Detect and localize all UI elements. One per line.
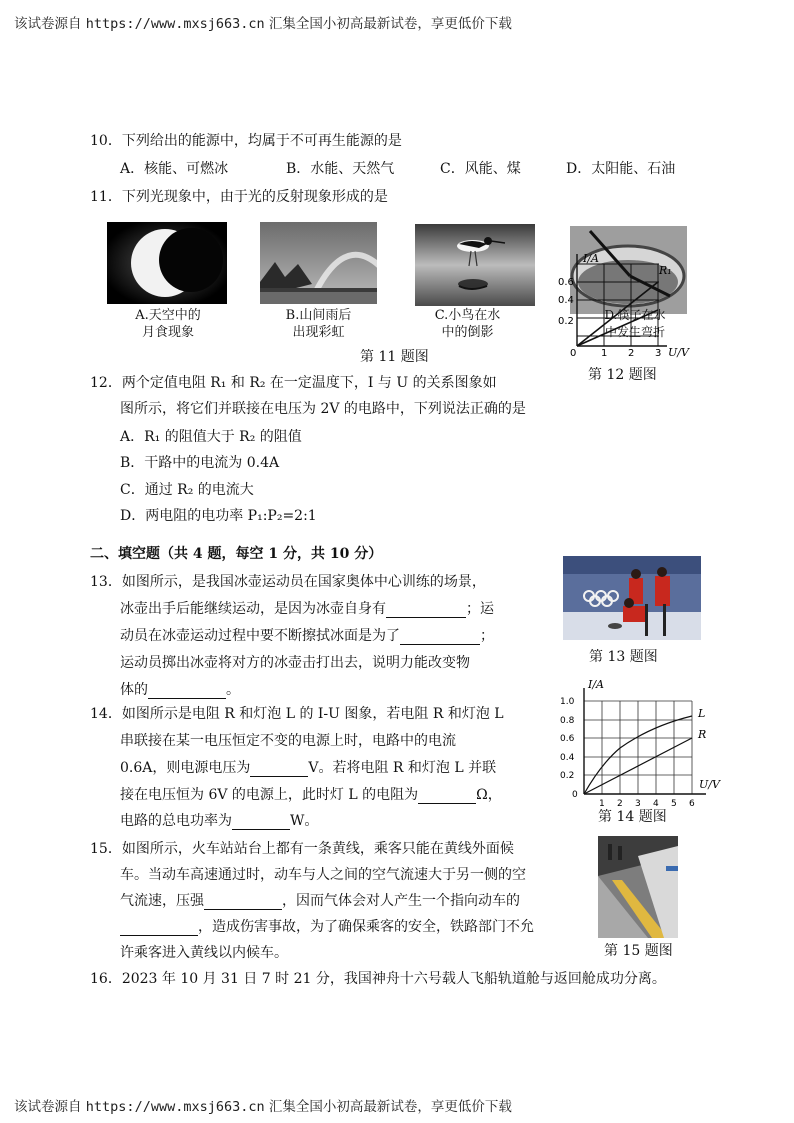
q14-ytick: 1.0 <box>560 697 575 707</box>
q13-blank-3[interactable] <box>148 684 226 699</box>
q15-line1: 15．如图所示，火车站站台上都有一条黄线，乘客只能在黄线外面候 <box>90 841 514 857</box>
section-title: 二、填空题（共 4 题，每空 1 分，共 10 分） <box>90 546 383 562</box>
bird-reflection-photo <box>415 224 535 306</box>
q16-line1: 16．2023 年 10 月 31 日 7 时 21 分，我国神舟十六号载人飞船轨道舱与返回舱成功分离。 <box>90 971 666 987</box>
q13-figure-label: 第 13 题图 <box>589 649 658 665</box>
q14-xtick: 2 <box>617 799 623 809</box>
eclipse-drawing <box>107 222 227 304</box>
q13-line2-tail: ；运 <box>466 601 494 617</box>
q12-y-label: I/A <box>583 252 599 265</box>
q14-blank-2[interactable] <box>418 789 476 804</box>
q14-ytick: 0 <box>572 790 578 800</box>
caption-a-line1: A.天空中的 <box>135 308 201 323</box>
header-prefix: 该试卷源自 <box>14 16 82 32</box>
q14-line5 <box>120 812 318 830</box>
q15-blank-1[interactable] <box>204 895 282 910</box>
header-url[interactable]: https://www.mxsj663.cn <box>85 16 265 32</box>
q14-xtick: 6 <box>689 799 695 809</box>
caption-b-line1: B.山间雨后 <box>285 308 352 323</box>
q10-option-a: A．核能、可燃冰 <box>120 161 229 177</box>
q12-curve-label: R₁ <box>659 264 672 277</box>
caption-d-line1: D.筷子在水 <box>604 308 666 322</box>
caption-c-line2: 中的倒影 <box>441 325 494 340</box>
q15-line3 <box>120 892 520 910</box>
platform-photo <box>598 836 678 938</box>
q12-ytick: 0 <box>570 348 577 359</box>
q12-stem-line1: 12．两个定值电阻 R₁ 和 R₂ 在一定温度下，I 与 U 的关系图象如 <box>90 375 497 391</box>
q14-blank-3[interactable] <box>232 815 290 830</box>
q10-stem: 10．下列给出的能源中，均属于不可再生能源的是 <box>90 133 402 149</box>
q14-graph <box>556 676 726 810</box>
q15-line4-text: ，造成伤害事故，为了确保乘客的安全，铁路部门不允 <box>198 919 534 935</box>
caption-a-line2: 月食现象 <box>141 325 194 340</box>
q14-label-l: L <box>698 707 706 720</box>
q15-figure-label: 第 15 题图 <box>604 943 673 959</box>
q13-line3 <box>120 627 494 645</box>
header-suffix: 汇集全国小初高最新试卷，享更低价下载 <box>268 16 512 32</box>
q10-option-b: B．水能、天然气 <box>286 161 395 177</box>
q14-blank-1[interactable] <box>250 762 308 777</box>
q14-y-label: I/A <box>588 678 604 691</box>
curling-photo <box>563 556 701 640</box>
q15-line5: 许乘客进入黄线以内候车。 <box>120 945 288 961</box>
page-header <box>14 12 512 32</box>
q14-x-label: U/V <box>699 778 720 791</box>
caption-c-line1: C.小鸟在水 <box>434 308 501 323</box>
q11-figure-label: 第 11 题图 <box>360 349 429 365</box>
q15-blank-2[interactable] <box>120 921 198 936</box>
q15-line3-text: 气流速，压强 <box>120 893 204 909</box>
q14-line5-text: 电路的总电功率为 <box>120 813 232 829</box>
q13-line5 <box>120 681 240 699</box>
q12-option-c: C．通过 R₂ 的电流大 <box>120 482 254 498</box>
q13-line3-tail: ； <box>480 628 494 644</box>
q11-caption-a <box>108 307 228 341</box>
q11-caption-b <box>260 307 377 341</box>
q15-line3-tail: ，因而气体会对人产生一个指向动车的 <box>282 893 520 909</box>
q12-ytick: 0.6 <box>558 277 574 288</box>
q12-xtick: 2 <box>628 348 635 359</box>
footer-prefix: 该试卷源自 <box>14 1099 82 1115</box>
caption-b-line2: 出现彩虹 <box>292 325 345 340</box>
q13-line2-text: 冰壶出手后能继续运动，是因为冰壶自身有 <box>120 601 386 617</box>
q12-figure-label: 第 12 题图 <box>588 367 657 383</box>
platform-drawing <box>598 836 678 938</box>
q14-line4-tail: Ω， <box>476 787 502 803</box>
q14-line5-tail: W。 <box>290 813 319 829</box>
q14-xtick: 1 <box>599 799 605 809</box>
footer-suffix: 汇集全国小初高最新试卷，享更低价下载 <box>268 1099 512 1115</box>
caption-d-line2: 中发生弯折 <box>604 325 665 339</box>
q12-ytick: 0.4 <box>558 295 574 306</box>
q14-label-r: R <box>698 728 707 741</box>
q12-xtick: 3 <box>655 348 662 359</box>
q14-figure-label: 第 14 题图 <box>598 809 667 825</box>
q11-caption-c <box>415 307 520 341</box>
q10-option-d: D．太阳能、石油 <box>566 161 676 177</box>
q13-line4: 运动员掷出冰壶将对方的冰壶击打出去，说明力能改变物 <box>120 655 470 671</box>
q14-ytick: 0.2 <box>560 771 575 781</box>
q13-line5-text: 体的 <box>120 682 148 698</box>
q12-option-a: A．R₁ 的阻值大于 R₂ 的阻值 <box>120 429 302 445</box>
q14-xtick: 5 <box>671 799 677 809</box>
footer-url[interactable]: https://www.mxsj663.cn <box>85 1099 265 1115</box>
q14-line1: 14．如图所示是电阻 R 和灯泡 L 的 I-U 图象，若电阻 R 和灯泡 L <box>90 706 504 722</box>
q11-stem: 11．下列光现象中，由于光的反射现象形成的是 <box>90 189 388 205</box>
q14-xtick: 4 <box>653 799 659 809</box>
q12-graph <box>555 252 705 364</box>
q12-option-b: B．干路中的电流为 0.4A <box>120 455 280 471</box>
q14-line2: 串联接在某一电压恒定不变的电源上时，电路中的电流 <box>120 733 456 749</box>
q12-line-r2 <box>577 310 658 346</box>
eclipse-photo <box>107 222 227 304</box>
q12-x-label: U/V <box>668 346 689 359</box>
q13-line2 <box>120 600 494 618</box>
q14-line3-tail: V。若将电阻 R 和灯泡 L 并联 <box>308 760 497 776</box>
q12-xtick: 1 <box>601 348 608 359</box>
curling-drawing <box>563 556 701 640</box>
q14-line3-text: 0.6A，则电源电压为 <box>120 760 251 776</box>
bird-drawing <box>415 224 535 306</box>
q14-ytick: 0.8 <box>560 716 575 726</box>
q14-ytick: 0.4 <box>560 753 575 763</box>
q15-line2: 车。当动车高速通过时，动车与人之间的空气流速大于另一侧的空 <box>120 867 526 883</box>
rainbow-drawing <box>260 222 377 304</box>
q14-line4-text: 接在电压恒为 6V 的电源上，此时灯 L 的电阻为 <box>120 787 419 803</box>
page-footer <box>14 1095 512 1115</box>
rainbow-photo <box>260 222 377 304</box>
q13-blank-1[interactable] <box>386 603 466 618</box>
q13-line1: 13．如图所示，是我国冰壶运动员在国家奥体中心训练的场景， <box>90 574 486 590</box>
q13-line3-text: 动员在冰壶运动过程中要不断擦拭冰面是为了 <box>120 628 400 644</box>
q14-line3 <box>120 759 496 777</box>
q12-ytick: 0.2 <box>558 316 574 327</box>
q13-line5-tail: 。 <box>226 682 240 698</box>
q10-option-c: C．风能、煤 <box>440 161 521 177</box>
q14-line4 <box>120 786 502 804</box>
q13-blank-2[interactable] <box>400 630 480 645</box>
q14-ytick: 0.6 <box>560 734 575 744</box>
q12-stem-line2: 图所示，将它们并联接在电压为 2V 的电路中，下列说法正确的是 <box>120 401 526 417</box>
q15-line4 <box>120 918 534 936</box>
q14-xtick: 3 <box>635 799 641 809</box>
q12-option-d: D．两电阻的电功率 P₁:P₂=2:1 <box>120 508 317 524</box>
